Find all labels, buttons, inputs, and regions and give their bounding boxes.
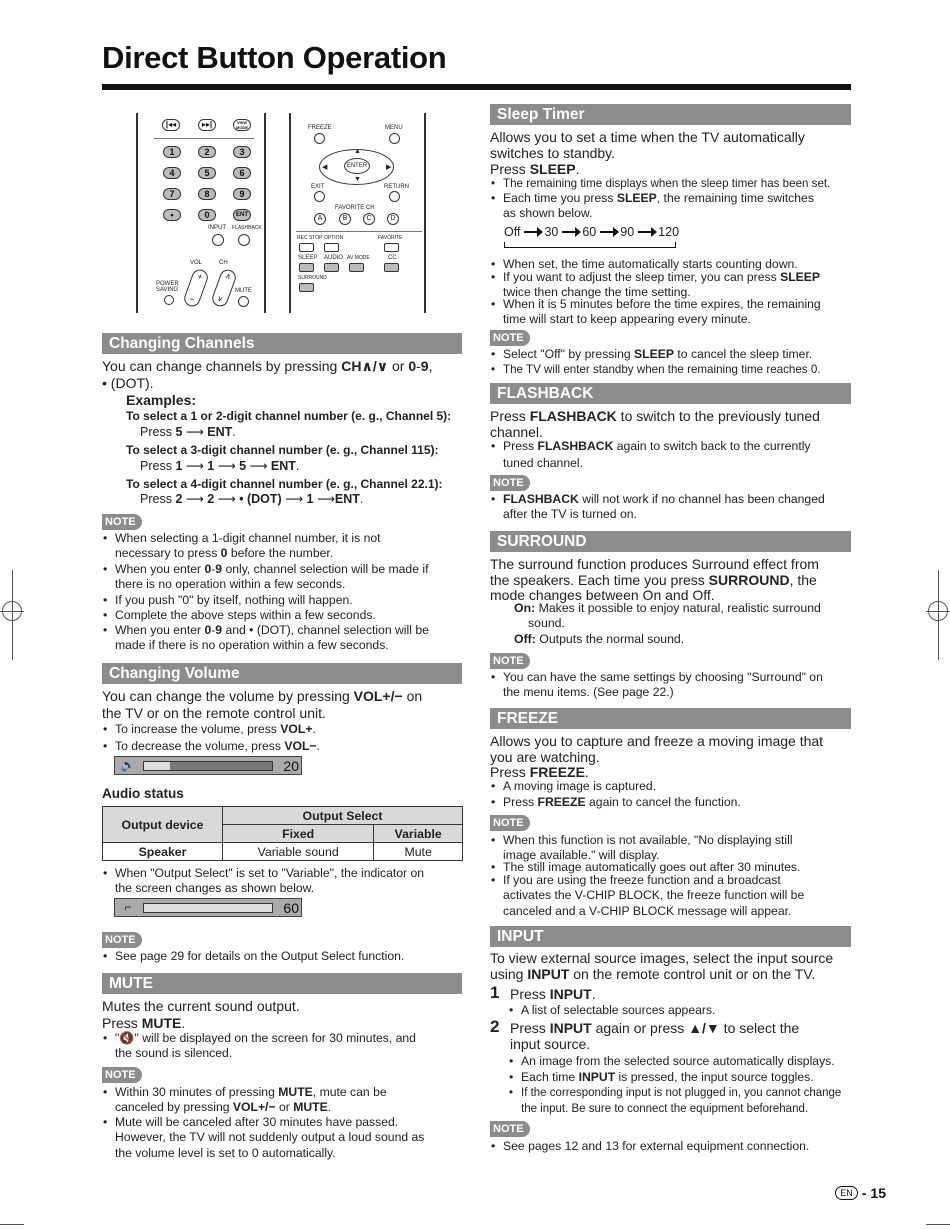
crop-mark-bottom-right (926, 1224, 950, 1225)
input-line1: To view external source images, select the input source (490, 950, 834, 966)
section-heading-input: INPUT (490, 926, 851, 947)
mute-bullet-1: • "🔇" will be displayed on the screen for 30 minutes, and the sound is silenced. (102, 1031, 462, 1062)
mute-note-2: • Mute will be canceled after 30 minutes have passed. However, the TV will not suddenly output a loud sound as the volume level is set to 0 automatically. (102, 1115, 462, 1161)
freeze-note-3: • If you are using the freeze function and a broadcast activates the V-CHIP BLOCK, the freeze function will be canceled and a V-CHIP BLOCK message will appear. (490, 873, 851, 919)
headphone-jack-icon: ⌐ (124, 900, 132, 914)
remote-illustration (136, 113, 426, 313)
channels-intro-line2: • (DOT). (102, 375, 154, 391)
flashback-note-1: • FLASHBACK will not work if no channel has been changed after the TV is turned on. (490, 492, 851, 523)
sleep-note-1: • Select "Off" by pressing SLEEP to cancel the sleep timer. (490, 347, 851, 362)
input-button (212, 234, 224, 246)
freeze-bullet-1: • A moving image is captured. (490, 779, 851, 794)
audio-label: AUDIO (324, 255, 344, 261)
channels-note-badge: NOTE (102, 514, 142, 530)
surround-line1: The surround function produces Surround effect from (490, 556, 819, 572)
freeze-line1: Allows you to capture and freeze a moving image that (490, 733, 824, 749)
freeze-note-badge: NOTE (490, 815, 530, 831)
input-line2: using INPUT on the remote control unit or on the TV. (490, 966, 816, 982)
digit-7-button: 7 (163, 188, 181, 200)
audio-status-table (102, 806, 463, 861)
crop-mark-bottom-left (0, 1224, 24, 1225)
language-badge: EN (835, 1186, 858, 1200)
input-step-2-bullet-1: • An image from the selected source automatically displays. (508, 1054, 851, 1069)
remote-divider (154, 138, 254, 139)
crop-mark-left-circle (2, 601, 22, 621)
section-heading-surround: SURROUND (490, 531, 851, 552)
crop-mark-right-circle (928, 601, 948, 621)
digit-6-button: 6 (233, 167, 251, 179)
freeze-label: FREEZE (308, 125, 332, 131)
sleep-bullet-5: • When it is 5 minutes before the time expires, the remaining time will start to keep appearing every minute. (490, 297, 851, 328)
dpad-up: ▲ (354, 148, 361, 155)
digit-2-button: 2 (198, 146, 216, 158)
sleep-bullet-4: • If you want to adjust the sleep timer, you can press SLEEP twice then change the time setting. (490, 270, 851, 301)
sleep-bullet-1: • The remaining time displays when the sleep timer has been set. (490, 176, 851, 191)
mute-button (238, 296, 249, 307)
skip-forward-button: ▸▸| (198, 119, 216, 131)
channels-note-1: • When selecting a 1-digit channel number, it is not necessary to press 0 before the number. (102, 531, 462, 562)
example2-title: To select a 3-digit channel number (e. g., Channel 115): (126, 443, 439, 457)
digit-3-button: 3 (233, 146, 251, 158)
page-number-dash: - (861, 1185, 867, 1201)
digit-1-button: 1 (163, 146, 181, 158)
dpad-left: ◀ (322, 164, 328, 171)
section-heading-channels: Changing Channels (102, 333, 462, 354)
flashback-note-badge: NOTE (490, 475, 530, 491)
fav-d-button: D (387, 213, 399, 225)
input-step-2-bullet-2: • Each time INPUT is pressed, the input source toggles. (508, 1070, 851, 1085)
sleep-seq-off: Off (504, 225, 521, 239)
sleep-bullet-3: • When set, the time automatically starts counting down. (490, 257, 851, 272)
sleep-seq-90: 90 (620, 225, 635, 239)
flashback-line1: Press FLASHBACK to switch to the previously tuned (490, 408, 820, 424)
skip-back-button: |◂◂ (162, 119, 180, 131)
freeze-note-1: • When this function is not available, "No displaying still image available." will display. (490, 833, 851, 864)
mute-line1: Mutes the current sound output. (102, 998, 300, 1014)
table-cell-speaker-variable: Mute (374, 843, 463, 861)
fav-b-button: B (339, 213, 351, 225)
surround-on: On: Makes it possible to enjoy natural, realistic surround (514, 601, 821, 615)
favorite-button (384, 243, 399, 252)
sleep-sequence-loop (504, 242, 676, 248)
mute-speaker-icon: 🔇 (119, 1031, 135, 1045)
freeze-line2: you are watching. (490, 749, 600, 765)
audio-status-heading: Audio status (102, 786, 184, 801)
exit-button (314, 191, 325, 202)
sleep-button (299, 263, 314, 272)
flashback-bullet-1: • Press FLASHBACK again to switch back to the currently tuned channel. (490, 438, 851, 472)
option-label: OPTION (324, 235, 344, 241)
freeze-bullet-2: • Press FREEZE again to cancel the function. (490, 795, 851, 810)
sleep-seq-60: 60 (582, 225, 597, 239)
sleep-note-2: • The TV will enter standby when the remaining time reaches 0. (490, 362, 851, 377)
ent-button: ENT (233, 209, 251, 221)
example3-keys: Press 2 ⟶ 2 ⟶ • (DOT) ⟶ 1 ⟶ENT. (140, 492, 364, 506)
rec-stop-label: REC STOP (297, 235, 323, 241)
surround-line2: the speakers. Each time you press SURROUND, the (490, 572, 817, 588)
surround-button (299, 283, 314, 292)
sleep-label: SLEEP (298, 255, 318, 261)
input-step-2: Press INPUT again or press ▲/▼ to select the (510, 1020, 800, 1036)
input-step-1: Press INPUT. (510, 986, 596, 1002)
mute-line2: Press MUTE. (102, 1015, 186, 1031)
table-header-output-device: Output device (103, 807, 223, 843)
vol-rocker: + − (182, 267, 210, 308)
speaker-icon: 🔈 (120, 758, 136, 772)
dpad-down: ▼ (354, 176, 361, 183)
channels-intro-line1: You can change channels by pressing CH∧/∨ or 0-9, (102, 358, 433, 374)
section-heading-volume: Changing Volume (102, 663, 462, 684)
input-step-2-cont: input source. (510, 1036, 591, 1052)
examples-heading: Examples: (126, 392, 197, 408)
variable-osd-indicator (114, 898, 302, 917)
channels-note-2: • When you enter 0-9 only, channel selection will be made if there is no operation within a few seconds. (102, 562, 462, 593)
av-mode-button (349, 263, 364, 272)
title-rule (102, 84, 851, 90)
menu-button (389, 133, 400, 144)
section-heading-flashback: FLASHBACK (490, 383, 851, 404)
fav-a-button: A (314, 213, 326, 225)
freeze-button (314, 133, 325, 144)
channels-note-3: • If you push "0" by itself, nothing will happen. (102, 593, 462, 608)
volume-bullet-decrease: • To decrease the volume, press VOL−. (102, 739, 462, 754)
sleep-line2: switches to standby. (490, 145, 616, 161)
surround-line3: mode changes between On and Off. (490, 587, 715, 603)
fav-c-button: C (363, 213, 375, 225)
digit-0-button: 0 (198, 209, 216, 221)
power-saving-button (164, 295, 174, 305)
mute-note-badge: NOTE (102, 1067, 142, 1083)
cc-label: CC (388, 255, 397, 261)
freeze-note-2: • The still image automatically goes out after 30 minutes. (490, 860, 851, 875)
enter-button: ENTER (344, 158, 370, 174)
ch-rocker: ∧ ∨ (210, 267, 238, 308)
variable-bar-fill (144, 904, 272, 912)
flashback-button (238, 234, 250, 246)
volume-osd-value: 20 (283, 758, 299, 774)
ch-label: CH (219, 260, 228, 266)
arrow-icon (524, 231, 540, 233)
volume-intro-line2: the TV or on the remote control unit. (102, 705, 326, 721)
sleep-seq-120: 120 (658, 225, 680, 239)
page-title: Direct Button Operation (102, 40, 447, 75)
sleep-line3: Press SLEEP. (490, 161, 580, 177)
sleep-seq-30: 30 (544, 225, 559, 239)
volume-osd-indicator (114, 756, 302, 775)
power-saving-label: POWER SAVING (156, 281, 179, 293)
arrow-icon (562, 231, 578, 233)
input-note-badge: NOTE (490, 1121, 530, 1137)
table-cell-speaker: Speaker (103, 843, 223, 861)
favorite-label: FAVORITE (378, 235, 403, 241)
volume-bar-fill (144, 762, 170, 770)
input-label: INPUT (208, 225, 226, 231)
arrow-icon (638, 231, 654, 233)
freeze-line3: Press FREEZE. (490, 764, 589, 780)
surround-note-badge: NOTE (490, 653, 530, 669)
flashback-line2: channel. (490, 424, 543, 440)
volume-bullet-increase: • To increase the volume, press VOL+. (102, 722, 462, 737)
mute-label: MUTE (235, 288, 252, 294)
digit-4-button: 4 (163, 167, 181, 179)
input-step-1-bullet: • A list of selectable sources appears. (508, 1003, 848, 1018)
input-step-2-bullet-3: • If the corresponding input is not plugged in, you cannot change the input. Be sure to connect the equipment beforehand. (508, 1085, 851, 1117)
return-button (389, 191, 400, 202)
return-label: RETURN (384, 184, 409, 190)
mute-note-1: • Within 30 minutes of pressing MUTE, mute can be canceled by pressing VOL+/− or MUTE. (102, 1085, 462, 1116)
view-mode-button: VIEW MODE (233, 119, 251, 131)
section-heading-mute: MUTE (102, 973, 462, 994)
section-heading-freeze: FREEZE (490, 708, 851, 729)
variable-bar (143, 903, 273, 913)
table-header-fixed: Fixed (223, 825, 374, 843)
sleep-note-badge: NOTE (490, 330, 530, 346)
av-mode-label: AV MODE (347, 255, 370, 261)
channels-note-4: • Complete the above steps within a few seconds. (102, 608, 462, 623)
table-header-output-select: Output Select (223, 807, 463, 825)
dot-button: • (163, 209, 181, 221)
page-footer (835, 1185, 886, 1201)
vol-label: VOL (190, 260, 203, 266)
variable-osd-value: 60 (283, 900, 299, 916)
surround-label: SURROUND (298, 275, 327, 281)
exit-label: EXIT (311, 184, 325, 190)
digit-9-button: 9 (233, 188, 251, 200)
flashback-label: FLASHBACK (232, 225, 262, 231)
volume-note-1: • See page 29 for details on the Output Select function. (102, 949, 462, 964)
digit-8-button: 8 (198, 188, 216, 200)
surround-on-cont: sound. (528, 616, 565, 630)
input-step-2-number: 2 (490, 1017, 500, 1036)
option-button (324, 243, 339, 252)
table-cell-speaker-fixed: Variable sound (223, 843, 374, 861)
example2-keys: Press 1 ⟶ 1 ⟶ 5 ⟶ ENT. (140, 459, 300, 473)
sleep-bullet-2: • Each time you press SLEEP, the remaining time switches as shown below. (490, 191, 851, 222)
volume-bar (143, 761, 273, 771)
table-header-variable: Variable (374, 825, 463, 843)
surround-off: Off: Outputs the normal sound. (514, 632, 685, 646)
audio-button (324, 263, 339, 272)
favorite-ch-label: FAVORITE CH (335, 205, 375, 211)
rec-stop-button (299, 243, 314, 252)
page-number: 15 (870, 1185, 886, 1201)
sleep-line1: Allows you to set a time when the TV automatically (490, 129, 805, 145)
example1-title: To select a 1 or 2-digit channel number (e. g., Channel 5): (126, 409, 452, 423)
menu-label: MENU (385, 125, 403, 131)
volume-note-badge: NOTE (102, 932, 142, 948)
example3-title: To select a 4-digit channel number (e. g., Channel 22.1): (126, 477, 443, 491)
channels-note-5: • When you enter 0-9 and • (DOT), channel selection will be made if there is no operation within a few seconds. (102, 623, 462, 654)
cc-button (384, 263, 399, 272)
dpad-right: ▶ (386, 164, 392, 171)
arrow-icon (600, 231, 616, 233)
surround-note-1: • You can have the same settings by choosing "Surround" on the menu items. (See page 22.) (490, 670, 851, 701)
digit-5-button: 5 (198, 167, 216, 179)
sleep-sequence (504, 225, 679, 239)
volume-bullet-output-select: • When "Output Select" is set to "Variable", the indicator on the screen changes as shown below. (102, 866, 462, 897)
input-note-1: • See pages 12 and 13 for external equipment connection. (490, 1139, 851, 1154)
input-step-1-number: 1 (490, 983, 500, 1002)
volume-intro-line1: You can change the volume by pressing VOL+/− on (102, 688, 423, 704)
example1-keys: Press 5 ⟶ ENT. (140, 425, 236, 439)
section-heading-sleep-timer: Sleep Timer (490, 104, 851, 125)
remote-divider-right (296, 231, 422, 232)
